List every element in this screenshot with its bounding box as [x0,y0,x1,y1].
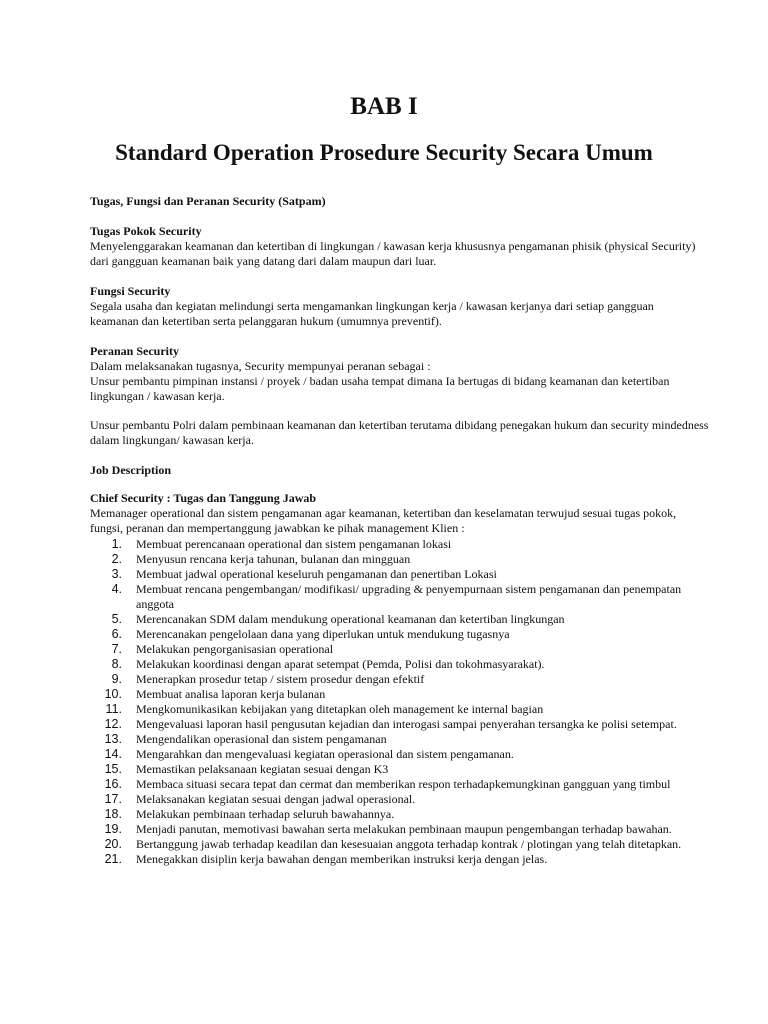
list-item-number: 19. [104,822,122,836]
list-item-text: Bertanggung jawab terhadap keadilan dan kesesuaian anggota terhadap kontrak / plotingan yang telah ditetapkan. [136,837,682,851]
list-item [90,612,690,627]
list-item-text: Melakukan koordinasi dengan aparat setempat (Pemda, Polisi dan tokohmasyarakat). [136,657,545,671]
list-item-text: Melaksanakan kegiatan sesuai dengan jadwal operasional. [136,792,416,806]
list-item [90,792,690,807]
list-item-number: 7. [111,642,122,656]
list-item-number: 17. [104,792,122,806]
list-item-number: 3. [111,567,122,581]
list-item-number: 10. [104,687,122,701]
heading-chief-security: Chief Security : Tugas dan Tanggung Jawab [90,491,317,505]
list-item [90,687,690,702]
list-item-number: 8. [111,657,122,671]
list-item-number: 12. [104,717,122,731]
list-item [90,657,690,672]
section-heading-tugas-fungsi-peranan: Tugas, Fungsi dan Peranan Security (Satpam) [90,194,326,208]
list-item-text: Membuat jadwal operational keseluruh pengamanan dan penertiban Lokasi [136,567,497,581]
list-item [90,732,690,747]
list-item [90,627,690,642]
list-item-text: Merencanakan SDM dalam mendukung operational keamanan dan ketertiban lingkungan [136,612,565,626]
list-item-text: Melakukan pengorganisasian operational [136,642,334,656]
list-item-number: 20. [104,837,122,851]
list-item [90,582,690,612]
list-item-number: 9. [111,672,122,686]
paragraph-peranan-intro: Dalam melaksanakan tugasnya, Security mempunyai peranan sebagai : [90,359,431,373]
heading-peranan: Peranan Security [90,344,179,358]
list-item-text: Menerapkan prosedur tetap / sistem prosedur dengan efektif [136,672,425,686]
list-item-text: Mengarahkan dan mengevaluasi kegiatan operasional dan sistem pengamanan. [136,747,514,761]
list-item-number: 21. [104,852,122,866]
list-item [90,717,690,732]
list-item [90,567,690,582]
document-title: Standard Operation Prosedure Security Secara Umum [115,140,653,165]
list-item-text: Membuat perencanaan operational dan sistem pengamanan lokasi [136,537,452,551]
list-item [90,642,690,657]
list-item [90,837,690,852]
task-list [90,537,690,867]
list-item-text: Memastikan pelaksanaan kegiatan sesuai dengan K3 [136,762,389,776]
list-item-text: Menyusun rencana kerja tahunan, bulanan dan mingguan [136,552,411,566]
list-item [90,537,690,552]
list-item [90,672,690,687]
list-item-number: 14. [104,747,122,761]
list-item-text: Menjadi panutan, memotivasi bawahan serta melakukan pembinaan maupun pengembangan terhadap bawahan. [136,822,672,836]
list-item-number: 1. [111,537,122,551]
list-item-text: Membuat rencana pengembangan/ modifikasi/ upgrading & penyempurnaan sistem pengamanan dan penempatan anggota [136,582,682,611]
list-item-text: Mengevaluasi laporan hasil pengusutan kejadian dan interogasi sampai penyerahan tersangka ke polisi setempat. [136,717,677,731]
list-item [90,807,690,822]
list-item-text: Mengkomunikasikan kebijakan yang ditetapkan oleh management ke internal bagian [136,702,544,716]
list-item [90,852,690,867]
paragraph-chief-intro: Memanager operational dan sistem pengamanan agar keamanan, ketertiban dan keselamatan terwujud sesuai tugas pokok, fungsi, peranan dan mempertanggung jawabkan ke pihak management Klien : [90,506,677,535]
paragraph-fungsi: Segala usaha dan kegiatan melindungi serta mengamankan lingkungan kerja / kawasan kerjanya dari setiap gangguan keamanan dan ketertiban serta pelanggaran hukum (umumnya preventif). [90,299,654,328]
list-item-text: Membuat analisa laporan kerja bulanan [136,687,326,701]
list-item [90,777,690,792]
list-item-text: Menegakkan disiplin kerja bawahan dengan memberikan instruksi kerja dengan jelas. [136,852,548,866]
list-item [90,552,690,567]
list-item-number: 16. [104,777,122,791]
list-item [90,702,690,717]
list-item-number: 6. [111,627,122,641]
list-item [90,762,690,777]
list-item [90,747,690,762]
list-item-number: 18. [104,807,122,821]
list-item-number: 2. [111,552,122,566]
heading-fungsi: Fungsi Security [90,284,171,298]
list-item-number: 15. [104,762,122,776]
heading-tugas-pokok: Tugas Pokok Security [90,224,202,238]
paragraph-peranan-pimpinan: Unsur pembantu pimpinan instansi / proyek / badan usaha tempat dimana Ia bertugas di bidang keamanan dan ketertiban lingkungan / kawasan kerja. [90,374,670,403]
list-item-text: Melakukan pembinaan terhadap seluruh bawahannya. [136,807,395,821]
list-item-number: 5. [111,612,122,626]
list-item-text: Mengendalikan operasional dan sistem pengamanan [136,732,387,746]
heading-job-description: Job Description [90,463,171,477]
list-item [90,822,690,837]
list-item-number: 11. [105,702,122,716]
list-item-text: Merencanakan pengelolaan dana yang diperlukan untuk mendukung tugasnya [136,627,510,641]
list-item-number: 13. [104,732,122,746]
paragraph-tugas-pokok: Menyelenggarakan keamanan dan ketertiban di lingkungan / kawasan kerja khususnya pengamanan phisik (physical Security) dari gangguan keamanan baik yang datang dari dalam maupun dari luar. [90,239,696,268]
list-item-text: Membaca situasi secara tepat dan cermat dan memberikan respon terhadapkemungkinan gangguan yang timbul [136,777,671,791]
list-item-number: 4. [111,582,122,596]
paragraph-peranan-polri: Unsur pembantu Polri dalam pembinaan keamanan dan ketertiban terutama dibidang penegakan hukum dan security mindedness dalam lingkungan/ kawasan kerja. [90,418,709,447]
chapter-heading: BAB I [350,93,418,120]
